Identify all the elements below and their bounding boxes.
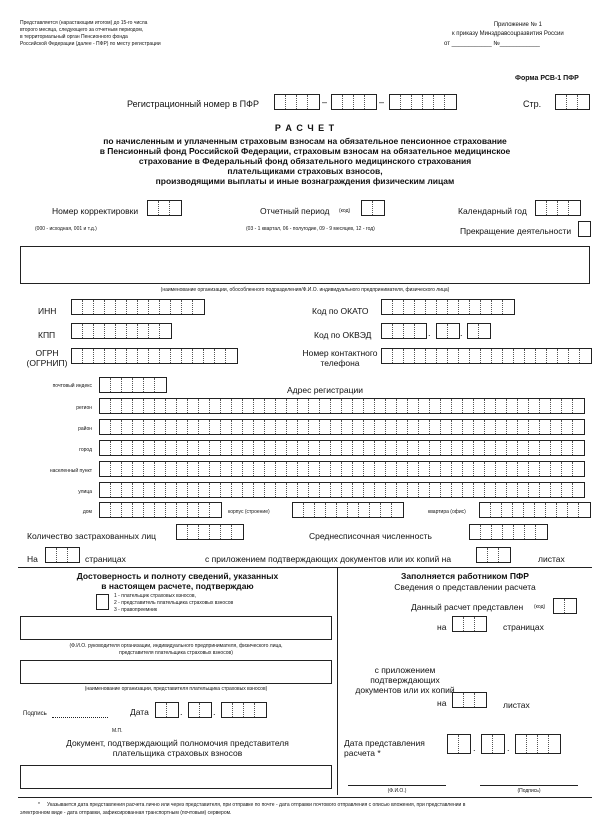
submission-note: Представляется (нарастающим итогом) до 15-го числа второго месяца, следующего за отчетным периодом, в территориальный орган Пенсионного фонда Российской Федерации (далее - ПФР) по месту регистрации [20,20,161,47]
fio-caption: (Ф.И.О. руководителя организации, индивидуального предпринимателя, физического лица, представителя плательщика страховых взносов) [69,643,283,656]
date-day[interactable] [155,702,179,718]
inn-label: ИНН [38,306,57,316]
pfr-fio-line[interactable] [348,785,446,786]
authority-doc-field[interactable] [20,765,332,789]
section-divider [18,567,592,568]
page-number[interactable] [555,94,590,110]
city-field[interactable] [99,440,585,456]
average-count-field[interactable] [469,524,548,540]
pages-count-field[interactable] [45,547,80,563]
on-label: На [27,554,38,564]
ogrn-label: ОГРН (ОГРНИП) [26,348,68,368]
dot: . [507,743,510,753]
sheets-count-field[interactable] [476,547,511,563]
page-label: Стр. [523,99,542,109]
presented-label: Данный расчет представлен [411,602,524,612]
okved-part3[interactable] [467,323,491,339]
locality-field[interactable] [99,461,585,477]
date-year[interactable] [221,702,267,718]
dash: – [379,97,385,107]
correction-number[interactable] [147,200,182,216]
address-title: Адрес регистрации [287,385,363,395]
locality-label: населенный пункт [49,468,92,474]
presented-code[interactable] [553,598,577,614]
org-name-field[interactable] [20,246,590,284]
submission-date-label: Дата представления расчета * [344,738,425,758]
building-label: корпус (строение) [228,509,270,515]
right-on-label: на [437,622,447,632]
pfr-heading: Заполняется работником ПФР [401,571,529,581]
phone-field[interactable] [381,348,592,364]
rep-org-caption: (наименование организации, представителя плательщика страховых взносов) [84,686,268,692]
attached-label: с приложением подтверждающих документов или их копий на [205,554,452,564]
okved-part1[interactable] [381,323,427,339]
pfr-sign-caption: (Подпись) [517,788,541,794]
phone-label: Номер контактного телефона [302,348,378,368]
date-month[interactable] [188,702,212,718]
okato-label: Код по ОКАТО [312,306,369,316]
period-code[interactable] [361,200,385,216]
district-field[interactable] [99,419,585,435]
sheets-label: листах [538,554,565,564]
house-field[interactable] [99,502,222,518]
footnote-text: Указывается дата представления расчета лично или через представителя, при отправке по почте - дата отправки почтового отправления с описью вложения, при представлении в [47,802,466,808]
apartment-field[interactable] [479,502,591,518]
building-field[interactable] [292,502,404,518]
stamp-label: М.П. [112,728,123,734]
attach-label: с приложением подтверждающих документов или их копий [355,665,455,695]
footnote-text-2: электронном виде - дата отправки, зафиксированная транспортным (почтовым) сервером. [20,810,232,816]
right-sheets-field[interactable] [452,692,487,708]
rep-org-field[interactable] [20,660,332,684]
date-label: Дата [130,707,149,717]
reg-number-label: Регистрационный номер в ПФР [127,99,259,109]
insured-count-field[interactable] [176,524,244,540]
region-label: регион [76,405,92,411]
signature-label: Подпись [23,711,47,717]
form-subtitle: по начисленным и уплаченным страховым взносам на обязательное пенсионное страхование в Пенсионный фонд Российской Федерации, страховым взносам на обязательное медицинское страхование в Федеральный фонд обязательного медицинского страхования плательщиками страховых взносов, производящими выплаты и иные вознаграждения физическим лицам [99,136,511,186]
calendar-year[interactable] [535,200,581,216]
dot: . [473,743,476,753]
dot: . [428,328,431,338]
confirm-heading: Достоверность и полноту сведений, указанных в настоящем расчете, подтверждаю [76,571,279,591]
submission-month[interactable] [481,734,505,754]
pages-label: страницах [85,554,126,564]
city-label: город [79,447,92,453]
postal-label: почтовый индекс [52,383,92,389]
okato-field[interactable] [381,299,515,315]
street-field[interactable] [99,482,585,498]
period-hint: (03 - 1 квартал, 06 - полугодие, 09 - 9 месяцев, 12 - год) [246,226,375,232]
order-date: от ____________ №____________ [444,41,540,47]
org-name-caption: (наименование организации, обособленного подразделения/Ф.И.О. индивидуального предпринимателя, физического лица) [160,287,450,293]
submission-year[interactable] [515,734,561,754]
average-count-label: Среднесписочная численность [309,531,432,541]
reg-number-part3[interactable] [389,94,457,110]
footnote-star: * [38,802,40,808]
form-name: Форма РСВ-1 ПФР [515,75,579,82]
right-pages-field[interactable] [452,616,487,632]
column-divider [337,567,338,795]
fio-field[interactable] [20,616,332,640]
okved-label: Код по ОКВЭД [314,330,372,340]
pfr-subheading: Сведения о представлении расчета [394,582,536,592]
confirmer-type-field[interactable] [96,594,109,610]
insured-count-label: Количество застрахованных лиц [27,531,156,541]
correction-label: Номер корректировки [52,206,139,216]
pfr-fio-caption: (Ф.И.О.) [387,788,407,794]
period-label: Отчетный период [260,206,330,216]
correction-hint: (000 - исходная, 001 и т.д.) [35,226,97,232]
authority-doc-label: Документ, подтверждающий полномочия представителя плательщика страховых взносов [66,738,289,758]
kpp-label: КПП [38,330,56,340]
period-code-label: (код) [339,208,351,214]
order-label: к приказу Минздравсоцразвития России [452,31,564,37]
termination-label: Прекращение деятельности [460,226,572,236]
appendix-label: Приложение № 1 [493,22,542,28]
pfr-sign-line[interactable] [480,785,578,786]
form-title: Р А С Ч Е Т [274,123,336,133]
dash: – [322,97,328,107]
apartment-label: квартира (офис) [428,509,466,515]
inn-field[interactable] [71,299,205,315]
reg-number-part1[interactable] [274,94,320,110]
presented-code-label: (код) [534,604,546,610]
reg-number-part2[interactable] [331,94,377,110]
termination-flag[interactable] [578,221,591,237]
dot: . [213,707,216,717]
postal-field[interactable] [99,377,167,393]
dot: . [460,328,463,338]
kpp-field[interactable] [71,323,172,339]
signature-line[interactable] [52,717,108,718]
year-label: Календарный год [458,206,527,216]
okved-part2[interactable] [436,323,460,339]
right-pages-label: страницах [503,622,544,632]
confirmer-options: 1 - плательщик страховых взносов, 2 - представитель плательщика страховых взносов 3 - правопреемник [114,593,234,613]
district-label: район [78,426,92,432]
region-field[interactable] [99,398,585,414]
right-on-label-2: на [437,698,447,708]
footnote-divider [18,797,592,798]
ogrn-field[interactable] [71,348,238,364]
right-sheets-label: листах [503,700,530,710]
submission-day[interactable] [447,734,471,754]
street-label: улица [78,489,92,495]
house-label: дом [82,509,92,515]
dot: . [180,707,183,717]
